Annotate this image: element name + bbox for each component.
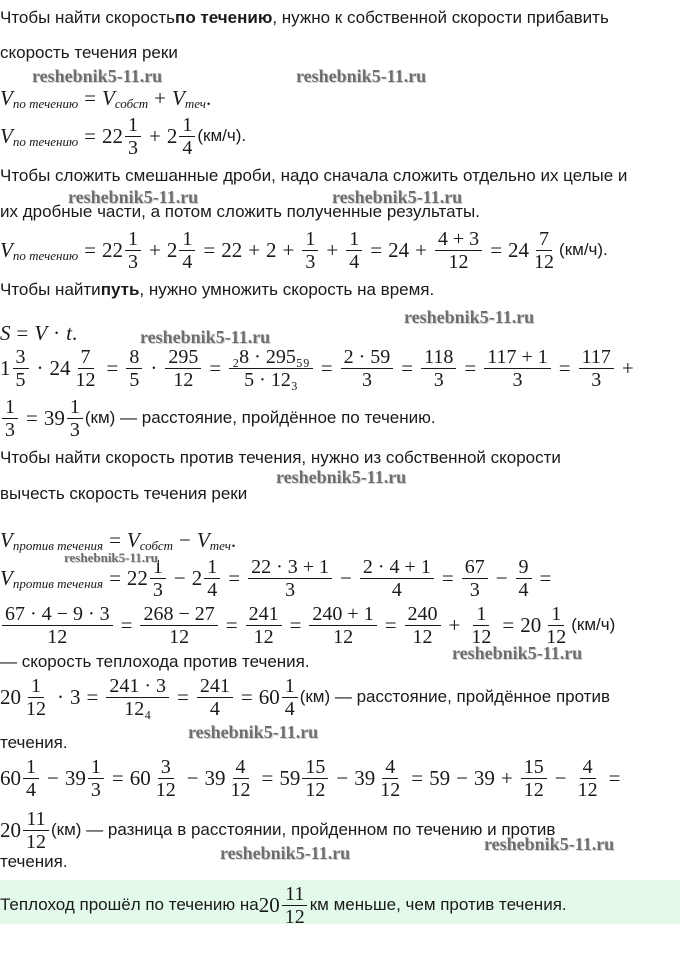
math-subscript: по течению (12, 96, 79, 111)
math-number: 3 (70, 684, 81, 709)
fraction (67, 396, 83, 441)
math-operator: = (228, 565, 241, 590)
math-operator: = (240, 684, 253, 709)
fraction-denominator: 4 (26, 778, 36, 801)
fraction-numerator: 3 (13, 346, 29, 369)
math-operator: = (289, 612, 302, 637)
math-operator: = (261, 765, 274, 790)
text: Чтобы найти скорость против течения, нужно из собственной скорости (0, 448, 561, 467)
math-number: 60 (129, 765, 151, 790)
fraction-numerator: 1 (179, 114, 195, 137)
math-number: . (230, 527, 237, 552)
fraction-numerator: 7 (536, 228, 552, 251)
math-number: 24 (388, 237, 410, 262)
fraction (228, 756, 254, 801)
math-number: 2 (266, 237, 277, 262)
fraction-numerator: 11 (23, 808, 48, 831)
fraction-denominator: 12 (47, 625, 68, 648)
fraction (140, 603, 217, 648)
fraction-denominator: 12 (75, 368, 96, 391)
math-operator: = (608, 765, 621, 790)
fraction-denominator: 12 (284, 905, 305, 928)
math-subscript: теч (209, 538, 231, 553)
fraction (125, 228, 141, 273)
fraction (179, 228, 195, 273)
fraction-denominator: 5 · 12₃ (244, 368, 298, 391)
fraction (73, 346, 99, 391)
fraction-denominator: 4 (182, 136, 193, 159)
solution-line (0, 270, 434, 310)
solution-line (0, 345, 640, 391)
fraction (179, 114, 195, 159)
fraction (88, 756, 104, 801)
math-operator: = (84, 85, 96, 110)
fraction-numerator: 1 (28, 675, 44, 698)
fraction-denominator: 4 (349, 250, 360, 273)
math-number: 2 (166, 123, 178, 148)
math-number: 20 (258, 892, 280, 917)
math-operator: + (149, 237, 161, 262)
watermark: reshebnik5-11.ru (404, 307, 535, 327)
text: (км) — расстояние, пройдённое против (299, 687, 610, 706)
math-subscript: по течению (12, 134, 79, 149)
fraction (575, 756, 601, 801)
math-variable: V (126, 527, 140, 552)
math-operator: = (177, 684, 189, 709)
math-operator: · (150, 355, 158, 380)
watermark: reshebnik5-11.ru (68, 187, 199, 207)
fraction-denominator: 3 (469, 578, 480, 601)
math-operator: = (16, 320, 29, 345)
watermark: reshebnik5-11.ru (140, 327, 271, 347)
math-number: 2 (166, 237, 178, 262)
fraction-numerator: 67 · 4 − 9 · 3 (2, 603, 113, 626)
math-operator: = (109, 565, 121, 590)
math-variable: V (0, 565, 13, 590)
solution-line (0, 227, 608, 273)
fraction-denominator: 12₄ (124, 697, 152, 720)
math-operator: + (282, 237, 295, 262)
text: (км/ч). (559, 240, 608, 259)
fraction-numerator: 240 + 1 (309, 603, 376, 626)
fraction-denominator: 3 (361, 368, 372, 391)
fraction (126, 346, 142, 391)
fraction-numerator: 15 (302, 756, 328, 779)
math-operator: = (203, 237, 216, 262)
math-operator: · (57, 684, 64, 709)
fraction-numerator: 117 + 1 (484, 346, 551, 369)
math-variable: V (0, 123, 13, 148)
math-number: 1 (0, 355, 11, 380)
fraction-numerator: 4 (580, 756, 596, 779)
text: (км/ч). (197, 126, 247, 145)
fraction-numerator: 1 (346, 228, 362, 251)
fraction-numerator: 1 (23, 756, 39, 779)
math-operator: − (554, 765, 567, 790)
math-operator: = (320, 355, 333, 380)
fraction-numerator: 11 (282, 883, 307, 906)
fraction (248, 556, 332, 601)
fraction-denominator: 12 (546, 625, 567, 648)
fraction (302, 756, 328, 801)
fraction-numerator: 3 (158, 756, 174, 779)
fraction (2, 603, 113, 648)
math-operator: − (495, 565, 508, 590)
fraction-numerator: 8 (126, 346, 142, 369)
fraction (462, 556, 488, 601)
fraction-denominator: 3 (5, 418, 15, 441)
fraction (153, 756, 179, 801)
fraction-denominator: 3 (591, 368, 602, 391)
solution-line (0, 674, 610, 720)
text: скорость течения реки (0, 43, 178, 62)
fraction (521, 756, 547, 801)
fraction-numerator: 1 (179, 228, 195, 251)
fraction (106, 675, 169, 720)
fraction (516, 556, 532, 601)
fraction (484, 346, 551, 391)
fraction-denominator: 3 (285, 578, 296, 601)
math-subscript: собст (114, 96, 149, 111)
fraction-denominator: 3 (152, 578, 163, 601)
math-variable: V (171, 85, 185, 110)
math-variable: t (66, 320, 73, 345)
fraction-numerator: 268 − 27 (140, 603, 217, 626)
math-operator: · (36, 355, 44, 380)
math-operator: + (149, 123, 161, 148)
text: Чтобы сложить смешанные дроби, надо сначала сложить отдельно их целые и (0, 166, 628, 185)
math-variable: V (34, 320, 48, 345)
math-number: 39 (43, 405, 65, 430)
text: (км) — разница в расстоянии, пройденном по течению и против (51, 820, 556, 839)
fraction-denominator: 12 (333, 625, 354, 648)
text: вычесть скорость течения реки (0, 484, 248, 503)
fraction-numerator: 4 (382, 756, 398, 779)
fraction-numerator: 1 (282, 675, 298, 698)
fraction (346, 228, 362, 273)
fraction (2, 396, 18, 441)
fraction-numerator: 241 (246, 603, 282, 626)
fraction (421, 346, 456, 391)
fraction-denominator: 5 (15, 368, 26, 391)
fraction-denominator: 3 (512, 368, 523, 391)
fraction-numerator: 2 · 4 + 1 (360, 556, 434, 579)
solution-line (0, 395, 436, 441)
fraction-numerator: 1 (150, 556, 166, 579)
fraction-denominator: 12 (230, 778, 251, 801)
watermark: reshebnik5-11.ru (332, 187, 463, 207)
fraction-denominator: 12 (448, 250, 469, 273)
math-operator: = (86, 684, 99, 709)
fraction-denominator: 12 (173, 368, 194, 391)
text: Теплоход прошёл по течению на (0, 895, 259, 914)
fraction-numerator: 241 · 3 (106, 675, 169, 698)
fraction-denominator: 4 (391, 578, 402, 601)
math-operator: + (448, 612, 461, 637)
fraction-numerator: 15 (521, 756, 547, 779)
fraction-denominator: 3 (305, 250, 316, 273)
fraction (468, 603, 494, 648)
fraction-numerator: ₂8 · 295₅₉ (229, 346, 313, 369)
math-operator: − (173, 565, 186, 590)
fraction (579, 346, 614, 391)
fraction-denominator: 3 (128, 250, 138, 273)
math-operator: = (464, 355, 477, 380)
text: Чтобы найти скорость (0, 8, 176, 27)
fraction-denominator: 3 (128, 136, 138, 159)
math-operator: = (401, 355, 414, 380)
fraction (23, 756, 39, 801)
math-number: 20 (520, 612, 542, 637)
fraction-numerator: 117 (579, 346, 614, 369)
watermark: reshebnik5-11.ru (64, 550, 159, 565)
text: , нужно умножить скорость на время. (139, 280, 435, 299)
math-operator: + (621, 355, 634, 380)
text: (км/ч) (571, 615, 616, 634)
math-subscript: собст (139, 538, 174, 553)
math-number: 60 (258, 684, 280, 709)
math-operator: = (370, 237, 383, 262)
fraction-denominator: 3 (433, 368, 444, 391)
math-operator: = (84, 123, 96, 148)
math-number: 20 (0, 817, 21, 842)
fraction-numerator: 240 (405, 603, 441, 626)
math-number: 24 (508, 237, 530, 262)
fraction-denominator: 12 (26, 830, 46, 853)
fraction-numerator: 295 (165, 346, 201, 369)
math-operator: = (109, 527, 121, 552)
fraction-numerator: 9 (516, 556, 532, 579)
fraction (341, 346, 394, 391)
solution-line (0, 602, 616, 648)
math-operator: = (111, 765, 124, 790)
math-variable: V (0, 85, 13, 110)
math-variable: V (0, 237, 13, 262)
fraction-numerator: 1 (67, 396, 83, 419)
fraction-numerator: 67 (462, 556, 488, 579)
math-number: 59 (279, 765, 301, 790)
math-operator: = (502, 612, 515, 637)
fraction-denominator: 4 (207, 578, 218, 601)
fraction-numerator: 2 · 59 (341, 346, 394, 369)
text: течения. (0, 733, 68, 752)
math-number: 2 (191, 565, 203, 590)
fraction-numerator: 241 (197, 675, 233, 698)
fraction-numerator: 118 (421, 346, 456, 369)
math-number: . (72, 320, 78, 345)
answer-line (0, 882, 567, 928)
math-operator: = (209, 355, 222, 380)
text: км меньше, чем против течения. (309, 895, 567, 914)
solution-line (0, 755, 626, 801)
math-number: 24 (49, 355, 71, 380)
math-number: 22 (126, 565, 148, 590)
fraction (165, 346, 201, 391)
math-operator: = (106, 355, 119, 380)
fraction (23, 675, 49, 720)
fraction-denominator: 12 (471, 625, 492, 648)
math-operator: = (225, 612, 238, 637)
watermark: reshebnik5-11.ru (484, 834, 615, 854)
fraction (197, 675, 233, 720)
fraction-numerator: 1 (473, 603, 489, 626)
fraction-numerator: 1 (125, 228, 141, 251)
math-number: 60 (0, 765, 21, 790)
math-operator: · (53, 320, 61, 345)
fraction-denominator: 4 (284, 697, 295, 720)
math-operator: = (120, 612, 133, 637)
watermark: reshebnik5-11.ru (296, 66, 427, 86)
text: (км) — расстояние, пройдённое по течению. (84, 408, 436, 427)
fraction-denominator: 5 (129, 368, 140, 391)
math-operator: = (411, 765, 424, 790)
watermark: reshebnik5-11.ru (188, 722, 319, 742)
math-operator: = (558, 355, 571, 380)
bold-text: по течению (175, 8, 273, 27)
math-subscript: против течения (12, 538, 104, 553)
bold-text: путь (100, 280, 140, 299)
fraction-numerator: 1 (302, 228, 318, 251)
text: Чтобы найти (0, 280, 101, 299)
fraction-denominator: 4 (518, 578, 529, 601)
math-operator: = (539, 565, 552, 590)
fraction-denominator: 12 (155, 778, 176, 801)
math-operator: = (84, 237, 96, 262)
fraction-denominator: 12 (577, 778, 598, 801)
fraction (543, 603, 569, 648)
fraction-numerator: 1 (88, 756, 104, 779)
text: , нужно к собственной скорости прибавить (272, 8, 609, 27)
math-operator: = (384, 612, 397, 637)
fraction-denominator: 12 (305, 778, 326, 801)
fraction-denominator: 3 (69, 418, 80, 441)
fraction-denominator: 12 (26, 697, 46, 720)
fraction-denominator: 12 (534, 250, 555, 273)
fraction (435, 228, 482, 273)
fraction (309, 603, 376, 648)
fraction-denominator: 12 (253, 625, 274, 648)
fraction-numerator: 7 (78, 346, 94, 369)
watermark: reshebnik5-11.ru (32, 66, 163, 86)
fraction (125, 114, 141, 159)
fraction (302, 228, 318, 273)
math-number: 39 (473, 765, 495, 790)
fraction-numerator: 4 + 3 (435, 228, 482, 251)
math-operator: − (340, 565, 352, 590)
fraction (360, 556, 434, 601)
fraction (13, 346, 29, 391)
math-subscript: против течения (12, 576, 104, 591)
math-operator: + (415, 237, 427, 262)
math-operator: − (336, 765, 349, 790)
fraction (282, 675, 298, 720)
fraction (229, 346, 313, 391)
math-subscript: теч (184, 96, 207, 111)
math-operator: + (154, 85, 166, 110)
math-variable: S (0, 320, 11, 345)
math-number: 20 (0, 684, 21, 709)
math-operator: − (47, 765, 59, 790)
fraction (405, 603, 441, 648)
math-number: . (206, 85, 212, 110)
fraction-denominator: 12 (523, 778, 544, 801)
watermark: reshebnik5-11.ru (276, 467, 407, 487)
fraction-numerator: 4 (233, 756, 249, 779)
math-operator: + (326, 237, 339, 262)
fraction-denominator: 12 (380, 778, 401, 801)
fraction-numerator: 1 (548, 603, 564, 626)
fraction-numerator: 1 (125, 114, 141, 137)
fraction-numerator: 1 (2, 396, 18, 419)
text: их дробные части, а потом сложить полученные результаты. (0, 202, 480, 221)
fraction-denominator: 3 (90, 778, 101, 801)
math-operator: = (490, 237, 503, 262)
math-number: 39 (64, 765, 86, 790)
math-subscript: по течению (12, 248, 79, 263)
math-variable: V (102, 85, 115, 110)
fraction (204, 556, 220, 601)
fraction-denominator: 12 (412, 625, 433, 648)
math-operator: = (441, 565, 454, 590)
math-number: 39 (204, 765, 226, 790)
fraction (246, 603, 282, 648)
fraction (377, 756, 403, 801)
math-operator: + (500, 765, 513, 790)
math-number: 39 (354, 765, 376, 790)
watermark: reshebnik5-11.ru (220, 843, 351, 863)
fraction-denominator: 4 (209, 697, 220, 720)
fraction-numerator: 22 · 3 + 1 (248, 556, 332, 579)
math-number: 22 (221, 237, 243, 262)
math-number: 22 (102, 237, 123, 262)
math-number: 59 (429, 765, 451, 790)
math-operator: + (248, 237, 261, 262)
fraction (282, 883, 308, 928)
math-operator: − (179, 527, 191, 552)
fraction-numerator: 1 (204, 556, 220, 579)
watermark: reshebnik5-11.ru (452, 643, 583, 663)
math-operator: − (186, 765, 199, 790)
fraction (531, 228, 557, 273)
solution-line (0, 842, 68, 882)
fraction-denominator: 4 (182, 250, 193, 273)
solution-line (0, 113, 247, 159)
math-variable: V (0, 527, 13, 552)
text: течения. (0, 852, 68, 871)
math-operator: − (456, 765, 468, 790)
fraction-denominator: 12 (169, 625, 190, 648)
text: — скорость теплохода против течения. (0, 652, 310, 671)
math-operator: = (26, 405, 38, 430)
math-variable: V (196, 527, 210, 552)
math-number: 22 (102, 123, 123, 148)
solution-line (0, 474, 247, 514)
